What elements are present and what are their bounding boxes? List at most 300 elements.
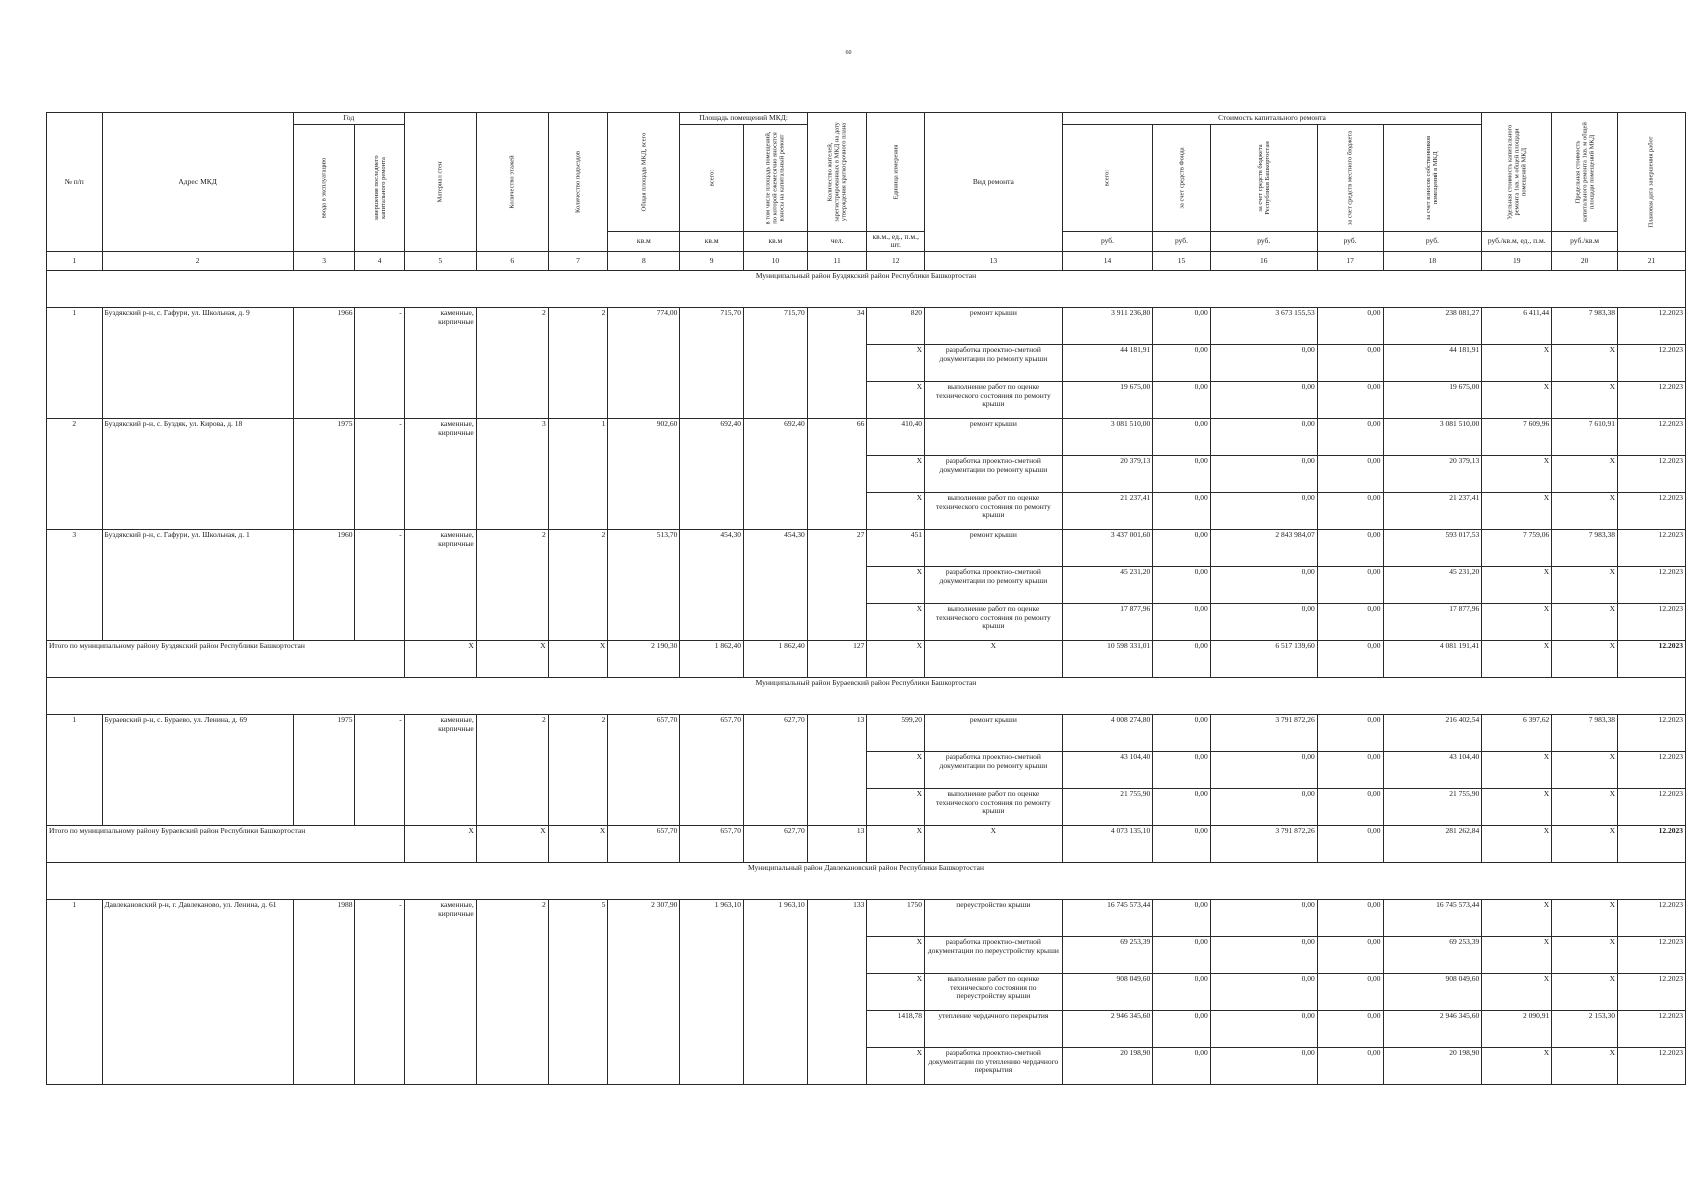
cell-cost-fund: 0,00: [1153, 714, 1211, 751]
unit-cell: чел.: [807, 231, 867, 251]
cell-cost-total: 21 237,41: [1062, 492, 1152, 529]
cell-year-last-repair: -: [355, 529, 404, 640]
cell-total-area: 2 190,30: [608, 640, 680, 677]
cell-cost-local: 0,00: [1317, 307, 1383, 344]
cell-deadline: 12.2023: [1617, 418, 1685, 455]
unit-cell: руб.: [1153, 231, 1211, 251]
cell-work-type: X: [924, 825, 1062, 862]
col-num: 21: [1617, 251, 1685, 270]
unit-cell: руб./кв.м: [1552, 231, 1618, 251]
cell-premises-total: 454,30: [680, 529, 744, 640]
hdr-address: Адрес МКД: [102, 113, 293, 252]
cell-total-area: 2 307,90: [608, 899, 680, 1084]
cell-cost-local: 0,00: [1317, 1047, 1383, 1084]
cell-cost-rb: 0,00: [1210, 418, 1317, 455]
cell-work-type: утепление чердачного перекрытия: [924, 1010, 1062, 1047]
cell-year-last-repair: -: [355, 418, 404, 529]
cell-unit: 410,40: [867, 418, 925, 455]
cell-premises-fee: 627,70: [744, 714, 808, 825]
cell-deadline: 12.2023: [1617, 1010, 1685, 1047]
cell-deadline: 12.2023: [1617, 899, 1685, 936]
cell-unit: X: [867, 344, 925, 381]
cell-total-area: 657,70: [608, 714, 680, 825]
cell-cost-owners: 17 877,96: [1383, 603, 1482, 640]
cell-limit-cost: 7 983,38: [1552, 307, 1618, 344]
cell-cost-fund: 0,00: [1153, 751, 1211, 788]
cell-cost-owners: 44 181,91: [1383, 344, 1482, 381]
total-label: Итого по муниципальному району Буздякский район Республики Башкортостан: [47, 640, 405, 677]
cell-limit-cost: X: [1552, 640, 1618, 677]
cell-work-type: выполнение работ по оценке технического состояния по переустройству крыши: [924, 973, 1062, 1010]
cell-cost-rb: 0,00: [1210, 751, 1317, 788]
cell-cost-local: 0,00: [1317, 344, 1383, 381]
cell-year-built: 1975: [293, 714, 355, 825]
cell-unit-cost: X: [1482, 788, 1552, 825]
cell-premises-total: 692,40: [680, 418, 744, 529]
hdr-residents: Количество жителей, зарегистрированных в МКД на дату утверждения краткосрочного плана: [807, 113, 867, 232]
hdr-limit-cost: Предельная стоимость капитального ремонта 1кв. м общей площади помещений МКД: [1552, 113, 1618, 232]
cell-unit: X: [867, 751, 925, 788]
table-row: [47, 899, 1686, 936]
cell-entrances: 1: [548, 418, 608, 529]
column-numbers-row: [47, 251, 1686, 270]
cell-unit-cost: X: [1482, 751, 1552, 788]
cell-unit: X: [867, 603, 925, 640]
cell-cost-fund: 0,00: [1153, 936, 1211, 973]
cell-year-built: 1966: [293, 307, 355, 418]
cell-cost-fund: 0,00: [1153, 1010, 1211, 1047]
cell-no: 1: [47, 899, 103, 1084]
cell-unit-cost: X: [1482, 603, 1552, 640]
col-num: 3: [293, 251, 355, 270]
cell-limit-cost: X: [1552, 455, 1618, 492]
cell-unit-cost: X: [1482, 344, 1552, 381]
cell-entrances: 2: [548, 714, 608, 825]
cell-limit-cost: X: [1552, 603, 1618, 640]
hdr-total-area: Общая площадь МКД, всего: [608, 113, 680, 232]
col-num: 6: [476, 251, 548, 270]
cell-unit: 599,20: [867, 714, 925, 751]
cell-cost-owners: 593 017,53: [1383, 529, 1482, 566]
table-row: [47, 529, 1686, 566]
cell-deadline: 12.2023: [1617, 381, 1685, 418]
cell-cost-total: 69 253,39: [1062, 936, 1152, 973]
table-row: [47, 714, 1686, 751]
cell-deadline: 12.2023: [1617, 825, 1685, 862]
cell-premises-fee: 1 963,10: [744, 899, 808, 1084]
unit-cell: руб./кв.м, ед., п.м.: [1482, 231, 1552, 251]
cell-unit: X: [867, 1047, 925, 1084]
hdr-cost: Стоимость капитального ремонта: [1062, 113, 1482, 125]
cell-unit-cost: X: [1482, 1047, 1552, 1084]
cell-work-type: разработка проектно-сметной документации по ремонту крыши: [924, 566, 1062, 603]
cell-address: Буздякский р-н, с. Гафури, ул. Школьная, д. 1: [102, 529, 293, 640]
cell-entrances: X: [548, 640, 608, 677]
table-row: [47, 307, 1686, 344]
hdr-year: Год: [293, 113, 404, 125]
cell-wall: каменные, кирпичные: [404, 307, 476, 418]
cell-cost-rb: 0,00: [1210, 344, 1317, 381]
cell-deadline: 12.2023: [1617, 788, 1685, 825]
hdr-cost-fund: за счет средств Фонда: [1153, 124, 1211, 231]
hdr-floors: Количество этажей: [476, 113, 548, 252]
cell-unit-cost: X: [1482, 899, 1552, 936]
cell-wall: X: [404, 640, 476, 677]
repair-plan-table: [46, 112, 1686, 1085]
section-title: Муниципальный район Бураевский район Республики Башкортостан: [47, 677, 1686, 714]
cell-entrances: 2: [548, 307, 608, 418]
cell-limit-cost: X: [1552, 751, 1618, 788]
cell-cost-rb: 0,00: [1210, 566, 1317, 603]
cell-unit-cost: X: [1482, 492, 1552, 529]
cell-limit-cost: X: [1552, 381, 1618, 418]
cell-deadline: 12.2023: [1617, 566, 1685, 603]
cell-floors: 2: [476, 529, 548, 640]
unit-cell: кв.м: [744, 231, 808, 251]
cell-cost-rb: 0,00: [1210, 381, 1317, 418]
section-title: Муниципальный район Давлекановский район Республики Башкортостан: [47, 862, 1686, 899]
cell-cost-owners: 16 745 573,44: [1383, 899, 1482, 936]
cell-work-type: разработка проектно-сметной документации по переустройству крыши: [924, 936, 1062, 973]
cell-no: 3: [47, 529, 103, 640]
cell-cost-total: 17 877,96: [1062, 603, 1152, 640]
cell-deadline: 12.2023: [1617, 1047, 1685, 1084]
cell-unit-cost: 6 397,62: [1482, 714, 1552, 751]
cell-deadline: 12.2023: [1617, 529, 1685, 566]
hdr-premises: Площадь помещений МКД:: [680, 113, 807, 125]
section-title-row: [47, 677, 1686, 714]
section-title-row: [47, 270, 1686, 307]
total-row: [47, 640, 1686, 677]
cell-cost-fund: 0,00: [1153, 603, 1211, 640]
cell-cost-owners: 2 946 345,60: [1383, 1010, 1482, 1047]
cell-unit-cost: X: [1482, 381, 1552, 418]
cell-cost-total: 21 755,90: [1062, 788, 1152, 825]
cell-limit-cost: X: [1552, 788, 1618, 825]
cell-deadline: 12.2023: [1617, 455, 1685, 492]
cell-cost-rb: 0,00: [1210, 973, 1317, 1010]
cell-cost-fund: 0,00: [1153, 418, 1211, 455]
cell-cost-rb: 0,00: [1210, 936, 1317, 973]
cell-floors: 2: [476, 714, 548, 825]
cell-premises-fee: 692,40: [744, 418, 808, 529]
cell-cost-rb: 2 843 984,07: [1210, 529, 1317, 566]
hdr-cost-rb: за счет средств бюджета Республики Башкортостан: [1210, 124, 1317, 231]
cell-cost-fund: 0,00: [1153, 566, 1211, 603]
cell-unit-cost: X: [1482, 825, 1552, 862]
col-num: 14: [1062, 251, 1152, 270]
cell-cost-fund: 0,00: [1153, 640, 1211, 677]
cell-premises-fee: 454,30: [744, 529, 808, 640]
col-num: 9: [680, 251, 744, 270]
cell-unit: X: [867, 640, 925, 677]
cell-cost-local: 0,00: [1317, 936, 1383, 973]
cell-work-type: выполнение работ по оценке технического состояния по ремонту крыши: [924, 381, 1062, 418]
cell-wall: каменные, кирпичные: [404, 529, 476, 640]
cell-cost-rb: 0,00: [1210, 603, 1317, 640]
cell-entrances: X: [548, 825, 608, 862]
cell-residents: 13: [807, 714, 867, 825]
cell-deadline: 12.2023: [1617, 714, 1685, 751]
cell-cost-rb: 3 673 155,53: [1210, 307, 1317, 344]
cell-year-built: 1975: [293, 418, 355, 529]
cell-limit-cost: 2 153,30: [1552, 1010, 1618, 1047]
cell-limit-cost: X: [1552, 492, 1618, 529]
cell-limit-cost: X: [1552, 899, 1618, 936]
cell-deadline: 12.2023: [1617, 936, 1685, 973]
table-header: [47, 113, 1686, 271]
cell-deadline: 12.2023: [1617, 307, 1685, 344]
cell-cost-local: 0,00: [1317, 714, 1383, 751]
cell-cost-owners: 69 253,39: [1383, 936, 1482, 973]
cell-cost-total: 4 008 274,80: [1062, 714, 1152, 751]
cell-work-type: выполнение работ по оценке технического состояния по ремонту крыши: [924, 492, 1062, 529]
col-num: 20: [1552, 251, 1618, 270]
cell-unit: X: [867, 973, 925, 1010]
cell-unit: X: [867, 788, 925, 825]
cell-cost-rb: 0,00: [1210, 492, 1317, 529]
cell-premises-total: 657,70: [680, 714, 744, 825]
cell-year-last-repair: -: [355, 307, 404, 418]
cell-unit-cost: X: [1482, 973, 1552, 1010]
cell-address: Бураевский р-н, с. Бураево, ул. Ленина, д. 69: [102, 714, 293, 825]
cell-address: Буздякский р-н, с. Гафури, ул. Школьная, д. 9: [102, 307, 293, 418]
cell-limit-cost: X: [1552, 344, 1618, 381]
unit-cell: руб.: [1210, 231, 1317, 251]
col-num: 7: [548, 251, 608, 270]
cell-unit-cost: 2 090,91: [1482, 1010, 1552, 1047]
cell-cost-rb: 0,00: [1210, 899, 1317, 936]
cell-unit: 451: [867, 529, 925, 566]
cell-total-area: 657,70: [608, 825, 680, 862]
cell-limit-cost: X: [1552, 973, 1618, 1010]
cell-cost-rb: 0,00: [1210, 1047, 1317, 1084]
cell-cost-owners: 4 081 191,41: [1383, 640, 1482, 677]
cell-cost-fund: 0,00: [1153, 344, 1211, 381]
cell-unit-cost: X: [1482, 566, 1552, 603]
cell-work-type: разработка проектно-сметной документации по ремонту крыши: [924, 751, 1062, 788]
cell-cost-owners: 20 379,13: [1383, 455, 1482, 492]
cell-total-area: 774,00: [608, 307, 680, 418]
col-num: 16: [1210, 251, 1317, 270]
cell-cost-local: 0,00: [1317, 973, 1383, 1010]
cell-deadline: 12.2023: [1617, 492, 1685, 529]
cell-wall: X: [404, 825, 476, 862]
total-row: [47, 825, 1686, 862]
cell-unit: X: [867, 455, 925, 492]
cell-cost-total: 908 049,60: [1062, 973, 1152, 1010]
cell-cost-owners: 19 675,00: [1383, 381, 1482, 418]
page-number: 60: [845, 50, 852, 56]
cell-cost-local: 0,00: [1317, 492, 1383, 529]
cell-cost-total: 4 073 135,10: [1062, 825, 1152, 862]
cell-limit-cost: X: [1552, 825, 1618, 862]
unit-cell: руб.: [1317, 231, 1383, 251]
cell-deadline: 12.2023: [1617, 973, 1685, 1010]
cell-cost-fund: 0,00: [1153, 788, 1211, 825]
cell-deadline: 12.2023: [1617, 603, 1685, 640]
cell-address: Давлекановский р-н, г. Давлеканово, ул. Ленина, д. 61: [102, 899, 293, 1084]
cell-cost-total: 20 379,13: [1062, 455, 1152, 492]
cell-work-type: переустройство крыши: [924, 899, 1062, 936]
cell-cost-fund: 0,00: [1153, 307, 1211, 344]
cell-cost-fund: 0,00: [1153, 899, 1211, 936]
hdr-unit-cost: Удельная стоимость капитального ремонта 1кв. м общей площади помещений МКД: [1482, 113, 1552, 232]
cell-cost-local: 0,00: [1317, 381, 1383, 418]
cell-cost-rb: 3 791 872,26: [1210, 825, 1317, 862]
cell-cost-total: 3 911 236,80: [1062, 307, 1152, 344]
cell-cost-rb: 0,00: [1210, 455, 1317, 492]
hdr-premises-fee: в том числе площадь помещений, по которой ежемесячно вносятся взносы на капитальный ремонт: [744, 124, 808, 231]
hdr-cost-total: всего:: [1062, 124, 1152, 231]
cell-year-last-repair: -: [355, 899, 404, 1084]
hdr-year-last-repair: завершения последнего капитального ремонта: [355, 124, 404, 251]
col-num: 10: [744, 251, 808, 270]
cell-unit-cost: 7 759,06: [1482, 529, 1552, 566]
cell-address: Буздякский р-н, с. Буздяк, ул. Кирова, д. 18: [102, 418, 293, 529]
cell-premises-total: 657,70: [680, 825, 744, 862]
cell-residents: 127: [807, 640, 867, 677]
cell-year-built: 1988: [293, 899, 355, 1084]
cell-limit-cost: X: [1552, 936, 1618, 973]
cell-cost-rb: 6 517 139,60: [1210, 640, 1317, 677]
cell-deadline: 12.2023: [1617, 751, 1685, 788]
cell-residents: 13: [807, 825, 867, 862]
cell-unit: 1750: [867, 899, 925, 936]
cell-work-type: выполнение работ по оценке технического состояния по ремонту крыши: [924, 603, 1062, 640]
cell-cost-owners: 21 237,41: [1383, 492, 1482, 529]
cell-cost-total: 45 231,20: [1062, 566, 1152, 603]
col-num: 1: [47, 251, 103, 270]
cell-floors: X: [476, 640, 548, 677]
table-row: [47, 418, 1686, 455]
cell-cost-owners: 20 198,90: [1383, 1047, 1482, 1084]
cell-cost-fund: 0,00: [1153, 381, 1211, 418]
col-num: 5: [404, 251, 476, 270]
unit-cell: руб.: [1383, 231, 1482, 251]
cell-entrances: 5: [548, 899, 608, 1084]
cell-unit: 1418,78: [867, 1010, 925, 1047]
cell-work-type: ремонт крыши: [924, 529, 1062, 566]
cell-cost-local: 0,00: [1317, 418, 1383, 455]
cell-cost-local: 0,00: [1317, 566, 1383, 603]
cell-limit-cost: X: [1552, 566, 1618, 603]
cell-cost-owners: 21 755,90: [1383, 788, 1482, 825]
cell-no: 1: [47, 307, 103, 418]
cell-cost-fund: 0,00: [1153, 455, 1211, 492]
cell-total-area: 902,60: [608, 418, 680, 529]
cell-work-type: разработка проектно-сметной документации по ремонту крыши: [924, 455, 1062, 492]
hdr-deadline: Плановая дата завершения работ: [1617, 113, 1685, 252]
cell-unit-cost: 6 411,44: [1482, 307, 1552, 344]
col-num: 12: [867, 251, 925, 270]
cell-residents: 34: [807, 307, 867, 418]
cell-cost-local: 0,00: [1317, 788, 1383, 825]
cell-cost-local: 0,00: [1317, 1010, 1383, 1047]
cell-cost-owners: 43 104,40: [1383, 751, 1482, 788]
cell-wall: каменные, кирпичные: [404, 418, 476, 529]
hdr-unit: Единица измерения: [867, 113, 925, 232]
cell-unit: X: [867, 381, 925, 418]
col-num: 13: [924, 251, 1062, 270]
col-num: 4: [355, 251, 404, 270]
cell-deadline: 12.2023: [1617, 344, 1685, 381]
cell-cost-total: 20 198,90: [1062, 1047, 1152, 1084]
cell-cost-owners: 908 049,60: [1383, 973, 1482, 1010]
cell-year-built: 1960: [293, 529, 355, 640]
cell-residents: 133: [807, 899, 867, 1084]
hdr-cost-owners: за счет взносов собственников помещений в МКД: [1383, 124, 1482, 231]
cell-cost-local: 0,00: [1317, 825, 1383, 862]
cell-work-type: ремонт крыши: [924, 418, 1062, 455]
cell-cost-total: 44 181,91: [1062, 344, 1152, 381]
hdr-cost-local: за счет средств местного бюджета: [1317, 124, 1383, 231]
cell-unit-cost: X: [1482, 640, 1552, 677]
col-num: 19: [1482, 251, 1552, 270]
cell-premises-fee: 627,70: [744, 825, 808, 862]
cell-work-type: разработка проектно-сметной документации по утеплению чердачного перекрытия: [924, 1047, 1062, 1084]
cell-cost-local: 0,00: [1317, 455, 1383, 492]
cell-unit: X: [867, 492, 925, 529]
cell-floors: 2: [476, 899, 548, 1084]
cell-entrances: 2: [548, 529, 608, 640]
cell-floors: 3: [476, 418, 548, 529]
cell-floors: 2: [476, 307, 548, 418]
section-title-row: [47, 862, 1686, 899]
cell-cost-total: 16 745 573,44: [1062, 899, 1152, 936]
cell-deadline: 12.2023: [1617, 640, 1685, 677]
cell-total-area: 513,70: [608, 529, 680, 640]
cell-unit: X: [867, 825, 925, 862]
cell-unit-cost: 7 609,96: [1482, 418, 1552, 455]
col-num: 17: [1317, 251, 1383, 270]
cell-cost-rb: 3 791 872,26: [1210, 714, 1317, 751]
unit-cell: кв.м: [680, 231, 744, 251]
cell-unit: X: [867, 566, 925, 603]
cell-premises-total: 1 862,40: [680, 640, 744, 677]
cell-cost-owners: 238 081,27: [1383, 307, 1482, 344]
hdr-year-built: ввода в эксплуатацию: [293, 124, 355, 251]
cell-work-type: X: [924, 640, 1062, 677]
cell-year-last-repair: -: [355, 714, 404, 825]
cell-unit-cost: X: [1482, 455, 1552, 492]
cell-cost-total: 3 437 001,60: [1062, 529, 1152, 566]
table-body: [47, 270, 1686, 1084]
cell-cost-total: 43 104,40: [1062, 751, 1152, 788]
hdr-premises-total: всего:: [680, 124, 744, 231]
cell-cost-rb: 0,00: [1210, 1010, 1317, 1047]
cell-cost-local: 0,00: [1317, 603, 1383, 640]
col-num: 2: [102, 251, 293, 270]
cell-wall: каменные, кирпичные: [404, 899, 476, 1084]
cell-residents: 66: [807, 418, 867, 529]
cell-limit-cost: 7 983,38: [1552, 529, 1618, 566]
unit-cell: кв.м., ед., п.м., шт.: [867, 231, 925, 251]
cell-unit: 820: [867, 307, 925, 344]
cell-no: 2: [47, 418, 103, 529]
col-num: 8: [608, 251, 680, 270]
cell-limit-cost: 7 610,91: [1552, 418, 1618, 455]
cell-work-type: ремонт крыши: [924, 307, 1062, 344]
hdr-work-type: Вид ремонта: [924, 113, 1062, 252]
cell-premises-total: 715,70: [680, 307, 744, 418]
col-num: 15: [1153, 251, 1211, 270]
hdr-entrances: Количество подъездов: [548, 113, 608, 252]
cell-floors: X: [476, 825, 548, 862]
cell-cost-total: 19 675,00: [1062, 381, 1152, 418]
cell-unit: X: [867, 936, 925, 973]
cell-premises-fee: 1 862,40: [744, 640, 808, 677]
